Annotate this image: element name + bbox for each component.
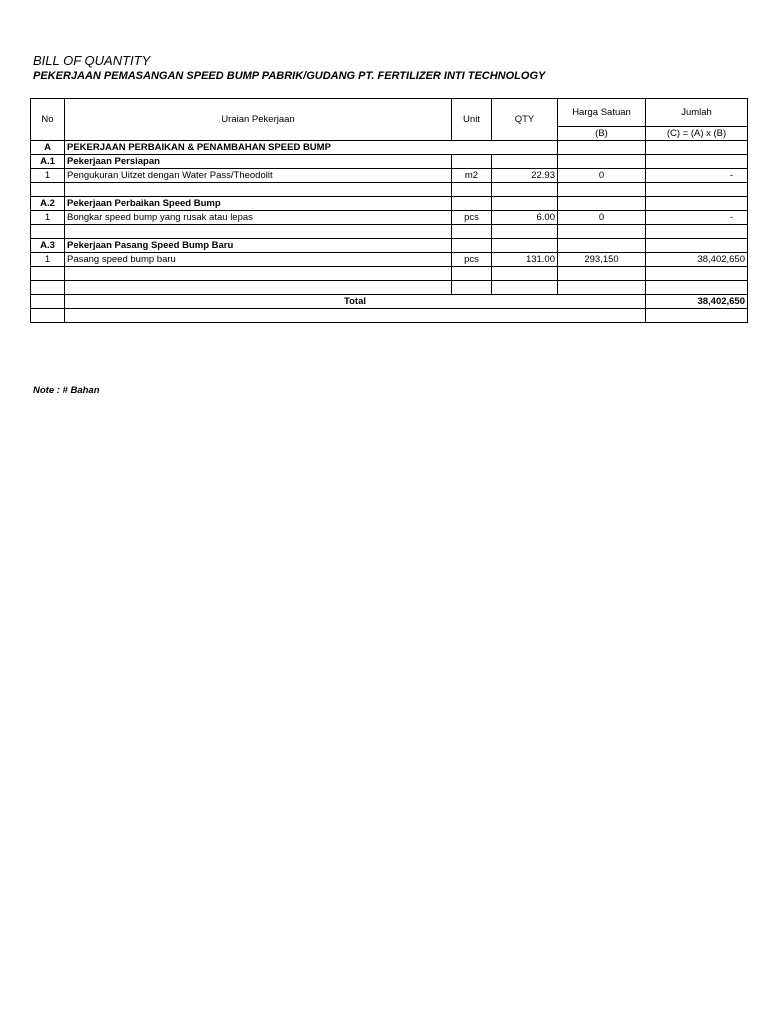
note-text: Note : # Bahan — [33, 385, 100, 396]
empty-row — [31, 309, 748, 323]
item-unit: pcs — [452, 253, 492, 267]
table-header-row — [31, 99, 748, 127]
item-harga: 0 — [558, 211, 646, 225]
item-desc: Pengukuran Uitzet dengan Water Pass/Theodolit — [65, 169, 452, 183]
item-unit: m2 — [452, 169, 492, 183]
section-row — [31, 141, 748, 155]
item-harga: 293,150 — [558, 253, 646, 267]
item-no: 1 — [31, 253, 65, 267]
header-uraian: Uraian Pekerjaan — [65, 99, 452, 141]
item-desc: Pasang speed bump baru — [65, 253, 452, 267]
section-title: PEKERJAAN PERBAIKAN & PENAMBAHAN SPEED BUMP — [65, 141, 558, 155]
header-unit: Unit — [452, 99, 492, 141]
header-jumlah-sub: (C) = (A) x (B) — [646, 127, 748, 141]
item-qty: 6.00 — [492, 211, 558, 225]
item-jumlah: - — [646, 169, 748, 183]
table-row — [31, 211, 748, 225]
total-row — [31, 295, 748, 309]
item-no: 1 — [31, 169, 65, 183]
group-row — [31, 197, 748, 211]
item-jumlah: - — [646, 211, 748, 225]
total-value: 38,402,650 — [646, 295, 748, 309]
item-no: 1 — [31, 211, 65, 225]
item-harga: 0 — [558, 169, 646, 183]
empty-row — [31, 225, 748, 239]
group-title: Pekerjaan Persiapan — [65, 155, 452, 169]
item-unit: pcs — [452, 211, 492, 225]
table-row — [31, 253, 748, 267]
empty-row — [31, 281, 748, 295]
header-jumlah: Jumlah — [646, 99, 748, 127]
item-qty: 131.00 — [492, 253, 558, 267]
item-jumlah: 38,402,650 — [646, 253, 748, 267]
empty-row — [31, 183, 748, 197]
group-no: A.3 — [31, 239, 65, 253]
total-label: Total — [65, 295, 646, 309]
item-desc: Bongkar speed bump yang rusak atau lepas — [65, 211, 452, 225]
table-row — [31, 169, 748, 183]
header-harga-sub: (B) — [558, 127, 646, 141]
group-no: A.1 — [31, 155, 65, 169]
header-harga: Harga Satuan — [558, 99, 646, 127]
document-subtitle: PEKERJAAN PEMASANGAN SPEED BUMP PABRIK/GUDANG PT. FERTILIZER INTI TECHNOLOGY — [33, 70, 546, 82]
boq-table — [30, 98, 748, 323]
header-qty: QTY — [492, 99, 558, 141]
group-row — [31, 155, 748, 169]
document-title: BILL OF QUANTITY — [33, 53, 151, 68]
group-title: Pekerjaan Pasang Speed Bump Baru — [65, 239, 452, 253]
group-row — [31, 239, 748, 253]
empty-row — [31, 267, 748, 281]
group-title: Pekerjaan Perbaikan Speed Bump — [65, 197, 452, 211]
header-no: No — [31, 99, 65, 141]
item-qty: 22.93 — [492, 169, 558, 183]
section-no: A — [31, 141, 65, 155]
group-no: A.2 — [31, 197, 65, 211]
